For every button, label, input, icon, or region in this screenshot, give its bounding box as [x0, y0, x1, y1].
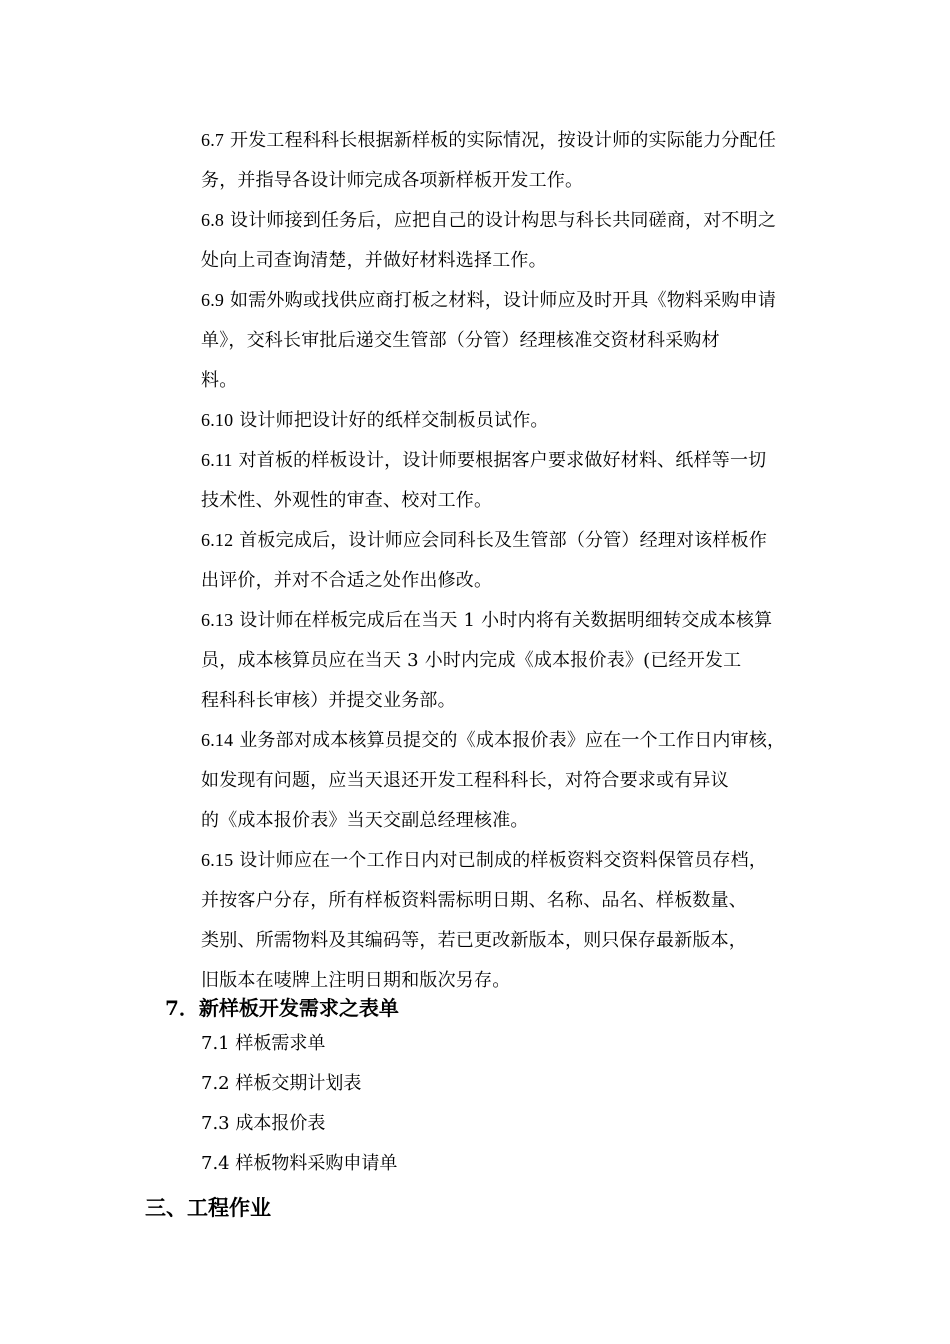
clause-6-10	[201, 400, 842, 441]
clause-text: 务，并指导各设计师完成各项新样板开发工作。	[201, 170, 584, 191]
clause-number: 6.14	[201, 730, 234, 750]
clause-number: 6.10	[201, 410, 234, 430]
clause-number: 6.12	[201, 530, 234, 550]
clause-text: 旧版本在唛牌上注明日期和版次另存。	[201, 970, 511, 991]
clause-6-14	[201, 720, 842, 841]
clause-text: 开发工程科科长根据新样板的实际情况，按设计师的实际能力分配任	[230, 130, 777, 151]
clause-text: 技术性、外观性的审查、校对工作。	[201, 490, 493, 511]
clause-text: 设计师把设计好的纸样交制板员试作。	[239, 410, 549, 431]
clause-text: 设计师在样板完成后在当天 1 小时内将有关数据明细转交成本核算	[239, 610, 773, 631]
clause-6-8	[201, 200, 842, 281]
clause-text: 并按客户分存，所有样板资料需标明日期、名称、品名、样板数量、	[201, 890, 747, 911]
clause-text: 类别、所需物料及其编码等，若已更改新版本，则只保存最新版本，	[201, 930, 747, 951]
chapter-3-heading: 三、工程作业	[145, 1195, 271, 1220]
clause-6-9	[201, 280, 842, 401]
clause-text: 首板完成后，设计师应会同科长及生管部（分管）经理对该样板作	[239, 530, 768, 551]
clause-6-12	[201, 520, 842, 601]
clause-number: 6.9	[201, 290, 225, 310]
form-item-7-4: 7.4 样板物料采购申请单	[201, 1153, 398, 1174]
clause-text: 处向上司查询清楚，并做好材料选择工作。	[201, 250, 547, 271]
clause-text: 设计师应在一个工作日内对已制成的样板资料交资料保管员存档，	[239, 850, 768, 871]
clause-6-15	[201, 840, 842, 1001]
clause-text: 单》，交科长审批后递交生管部（分管）经理核准交资材科采购材	[201, 330, 720, 351]
form-item-7-1: 7.1 样板需求单	[201, 1033, 326, 1054]
clause-text: 料。	[201, 370, 238, 391]
clause-6-13	[201, 600, 842, 721]
clause-number: 6.8	[201, 210, 225, 230]
clause-text: 如需外购或找供应商打板之材料，设计师应及时开具《物料采购申请	[230, 290, 777, 311]
clause-number: 6.7	[201, 130, 225, 150]
form-item-7-2: 7.2 样板交期计划表	[201, 1073, 362, 1094]
clause-text: 如发现有问题，应当天退还开发工程科科长，对符合要求或有异议	[201, 770, 729, 791]
clause-number: 6.13	[201, 610, 234, 630]
clause-6-11	[201, 440, 842, 521]
clause-text: 出评价，并对不合适之处作出修改。	[201, 570, 493, 591]
clause-text: 的《成本报价表》当天交副总经理核准。	[201, 810, 529, 831]
form-item-7-3: 7.3 成本报价表	[201, 1113, 326, 1134]
clause-number: 6.11	[201, 450, 233, 470]
clause-text: 设计师接到任务后，应把自己的设计构思与科长共同磋商，对不明之	[230, 210, 777, 231]
clause-text: 业务部对成本核算员提交的《成本报价表》应在一个工作日内审核，	[239, 730, 786, 751]
clause-text: 员，成本核算员应在当天 3 小时内完成《成本报价表》(已经开发工	[201, 650, 742, 671]
section-7-heading: 7．新样板开发需求之表单	[165, 996, 399, 1020]
clause-text: 程科科长审核）并提交业务部。	[201, 690, 456, 711]
clause-number: 6.15	[201, 850, 234, 870]
clause-6-7	[201, 120, 842, 201]
clause-text: 对首板的样板设计，设计师要根据客户要求做好材料、纸样等一切	[238, 450, 767, 471]
